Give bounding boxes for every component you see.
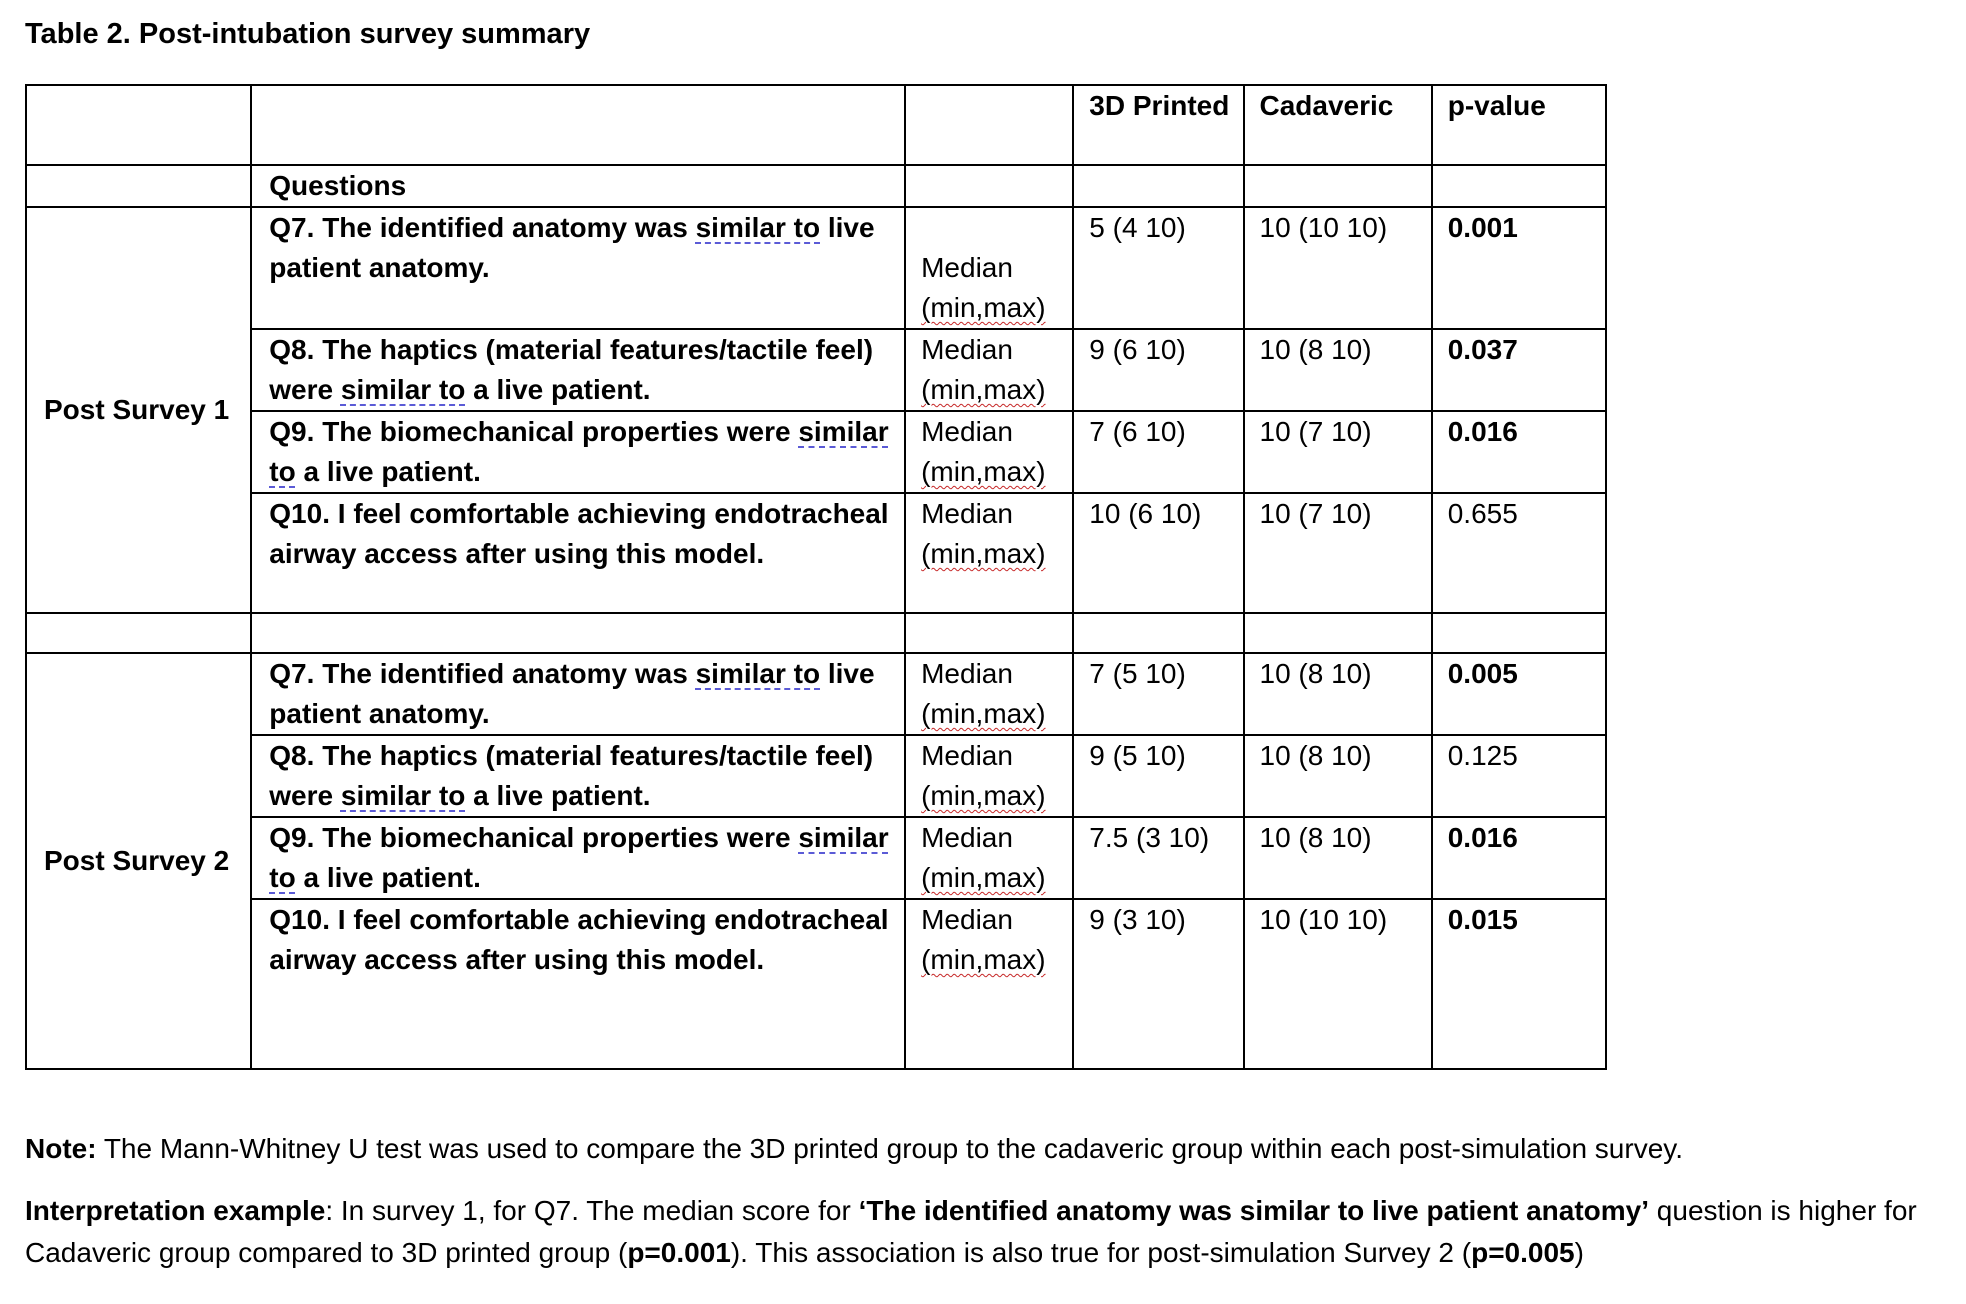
value-3d-printed: 7.5 (3 10)	[1073, 817, 1243, 899]
value-cadaveric: 10 (8 10)	[1244, 329, 1432, 411]
interpretation-p2: p=0.005	[1471, 1237, 1575, 1268]
value-3d-printed: 9 (5 10)	[1073, 735, 1243, 817]
value-3d-printed: 7 (5 10)	[1073, 653, 1243, 735]
header-row	[26, 85, 1606, 165]
interpretation-label: Interpretation example	[25, 1195, 326, 1226]
table-row	[26, 329, 1606, 411]
value-cadaveric: 10 (8 10)	[1244, 653, 1432, 735]
value-p: 0.005	[1432, 653, 1606, 735]
questions-label-row	[26, 165, 1606, 207]
note-text: The Mann-Whitney U test was used to compare the 3D printed group to the cadaveric group within each post-simulation survey.	[96, 1133, 1683, 1164]
value-3d-printed: 7 (6 10)	[1073, 411, 1243, 493]
interpretation-quote: ‘The identified anatomy was similar to live patient anatomy’	[858, 1195, 1650, 1226]
group-label-survey-2: Post Survey 2	[26, 653, 251, 1069]
question-q10: Q10. I feel comfortable achieving endotracheal airway access after using this model.	[251, 899, 905, 1069]
value-3d-printed: 5 (4 10)	[1073, 207, 1243, 329]
value-p: 0.015	[1432, 899, 1606, 1069]
header-empty-cell	[26, 85, 251, 165]
survey-table	[25, 84, 1607, 1070]
value-cadaveric: 10 (10 10)	[1244, 899, 1432, 1069]
header-cadaveric: Cadaveric	[1244, 85, 1432, 165]
header-empty-cell	[251, 85, 905, 165]
table-row	[26, 899, 1606, 1069]
question-q7: Q7. The identified anatomy was similar to live patient anatomy.	[251, 653, 905, 735]
measure-cell: Median (min,max)	[905, 817, 1073, 899]
question-q9: Q9. The biomechanical properties were similar to a live patient.	[251, 411, 905, 493]
header-p-value: p-value	[1432, 85, 1606, 165]
question-q8: Q8. The haptics (material features/tactile feel) were similar to a live patient.	[251, 329, 905, 411]
table-row	[26, 493, 1606, 613]
value-cadaveric: 10 (10 10)	[1244, 207, 1432, 329]
interpretation-paragraph: Interpretation example: In survey 1, for Q7. The median score for ‘The identified anatomy was similar to live patient anatomy’ question is higher for Cadaveric group compared to 3D printed group (p=0.001). This association is also true for post-simulation Survey 2 (p=0.005)	[25, 1195, 1917, 1268]
note-paragraph	[25, 1128, 1955, 1170]
question-q9: Q9. The biomechanical properties were similar to a live patient.	[251, 817, 905, 899]
table-row	[26, 411, 1606, 493]
measure-cell: Median (min,max)	[905, 329, 1073, 411]
value-p: 0.125	[1432, 735, 1606, 817]
value-cadaveric: 10 (8 10)	[1244, 817, 1432, 899]
measure-cell: Median (min,max)	[905, 653, 1073, 735]
table-row	[26, 207, 1606, 329]
value-p: 0.655	[1432, 493, 1606, 613]
measure-cell: Median (min,max)	[905, 411, 1073, 493]
question-q8: Q8. The haptics (material features/tactile feel) were similar to a live patient.	[251, 735, 905, 817]
value-p: 0.016	[1432, 411, 1606, 493]
measure-cell: Median (min,max)	[905, 207, 1073, 329]
value-cadaveric: 10 (7 10)	[1244, 411, 1432, 493]
table-notes	[25, 1128, 1955, 1274]
value-cadaveric: 10 (8 10)	[1244, 735, 1432, 817]
header-3d-printed: 3D Printed	[1073, 85, 1243, 165]
interpretation-p1: p=0.001	[627, 1237, 731, 1268]
value-cadaveric: 10 (7 10)	[1244, 493, 1432, 613]
questions-label: Questions	[251, 165, 905, 207]
question-q7: Q7. The identified anatomy was similar to live patient anatomy.	[251, 207, 905, 329]
value-p: 0.001	[1432, 207, 1606, 329]
note-label: Note:	[25, 1133, 97, 1164]
spacer-row	[26, 613, 1606, 653]
value-3d-printed: 9 (6 10)	[1073, 329, 1243, 411]
table-row	[26, 817, 1606, 899]
question-q10: Q10. I feel comfortable achieving endotracheal airway access after using this model.	[251, 493, 905, 613]
measure-cell: Median (min,max)	[905, 493, 1073, 613]
table-title: Table 2. Post-intubation survey summary	[25, 18, 591, 50]
value-p: 0.016	[1432, 817, 1606, 899]
table-row	[26, 735, 1606, 817]
table-row	[26, 653, 1606, 735]
measure-cell: Median (min,max)	[905, 735, 1073, 817]
value-3d-printed: 9 (3 10)	[1073, 899, 1243, 1069]
group-label-survey-1: Post Survey 1	[26, 207, 251, 613]
header-empty-cell	[905, 85, 1073, 165]
value-3d-printed: 10 (6 10)	[1073, 493, 1243, 613]
value-p: 0.037	[1432, 329, 1606, 411]
measure-cell: Median (min,max)	[905, 899, 1073, 1069]
